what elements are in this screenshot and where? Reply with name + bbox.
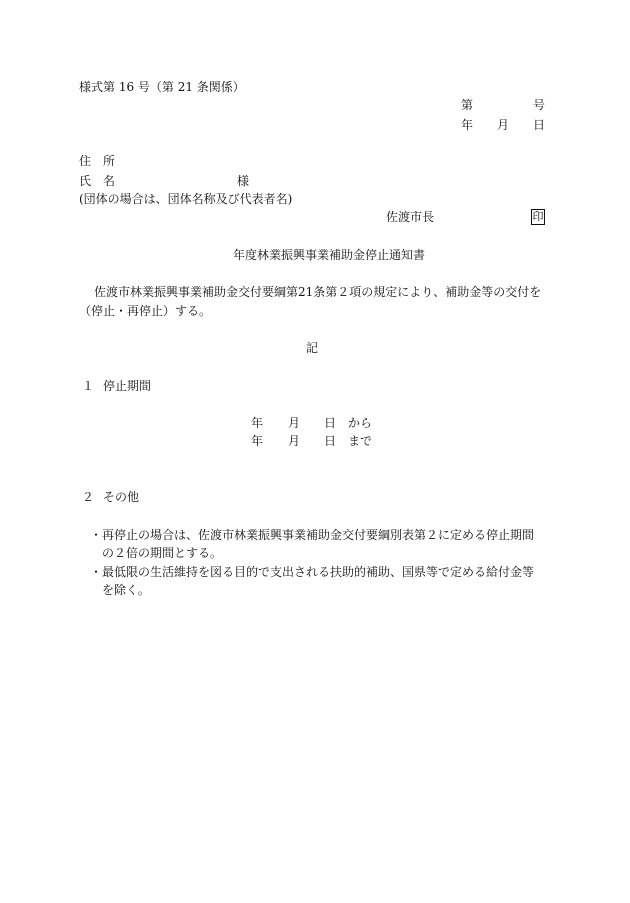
body-line-1: 佐渡市林業振興事業補助金交付要綱第21条第２項の規定により、補助金等の交付を: [94, 285, 542, 299]
note-2-line-1: 最低限の生活維持を図る目的で支出される扶助的補助、国県等で定める給付金等: [102, 565, 535, 579]
period-to-month: 月: [288, 434, 301, 448]
date-day: 日: [533, 118, 546, 132]
document-number-prefix: 第: [461, 98, 474, 112]
organization-note: (団体の場合は、団体名称及び代表者名): [79, 192, 293, 206]
period-to-year: 年: [251, 434, 264, 448]
section-2-number: ２: [82, 490, 95, 504]
document-title: 年度林業振興事業補助金停止通知書: [233, 248, 426, 262]
section-1-heading: 停止期間: [103, 379, 152, 393]
period-to-day: 日: [324, 434, 337, 448]
ki-marker: 記: [306, 341, 319, 355]
name-label: 氏 名: [79, 174, 116, 188]
period-to-suffix: まで: [348, 434, 373, 448]
period-from-month: 月: [288, 416, 301, 430]
seal-box: 印: [532, 210, 544, 223]
period-from-day: 日: [324, 416, 337, 430]
date-year: 年: [461, 118, 474, 132]
section-2-heading: その他: [103, 490, 140, 504]
bullet-1: ・: [90, 528, 103, 542]
section-1-number: １: [82, 379, 95, 393]
honorific-sama: 様: [237, 174, 250, 188]
address-label: 住 所: [79, 154, 116, 168]
issuer-title: 佐渡市長: [386, 210, 435, 224]
note-1-line-2: の２倍の期間とする。: [102, 546, 223, 560]
date-month: 月: [497, 118, 510, 132]
form-number-label: 様式第 16 号（第 21 条関係）: [79, 80, 245, 94]
period-from-year: 年: [251, 416, 264, 430]
period-from-suffix: から: [348, 416, 373, 430]
note-2-line-2: を除く。: [102, 583, 150, 597]
body-line-2: （停止・再停止）する。: [79, 304, 212, 318]
document-number-suffix: 号: [533, 98, 546, 112]
note-1-line-1: 再停止の場合は、佐渡市林業振興事業補助金交付要綱別表第２に定める停止期間: [102, 528, 535, 542]
bullet-2: ・: [90, 565, 103, 579]
